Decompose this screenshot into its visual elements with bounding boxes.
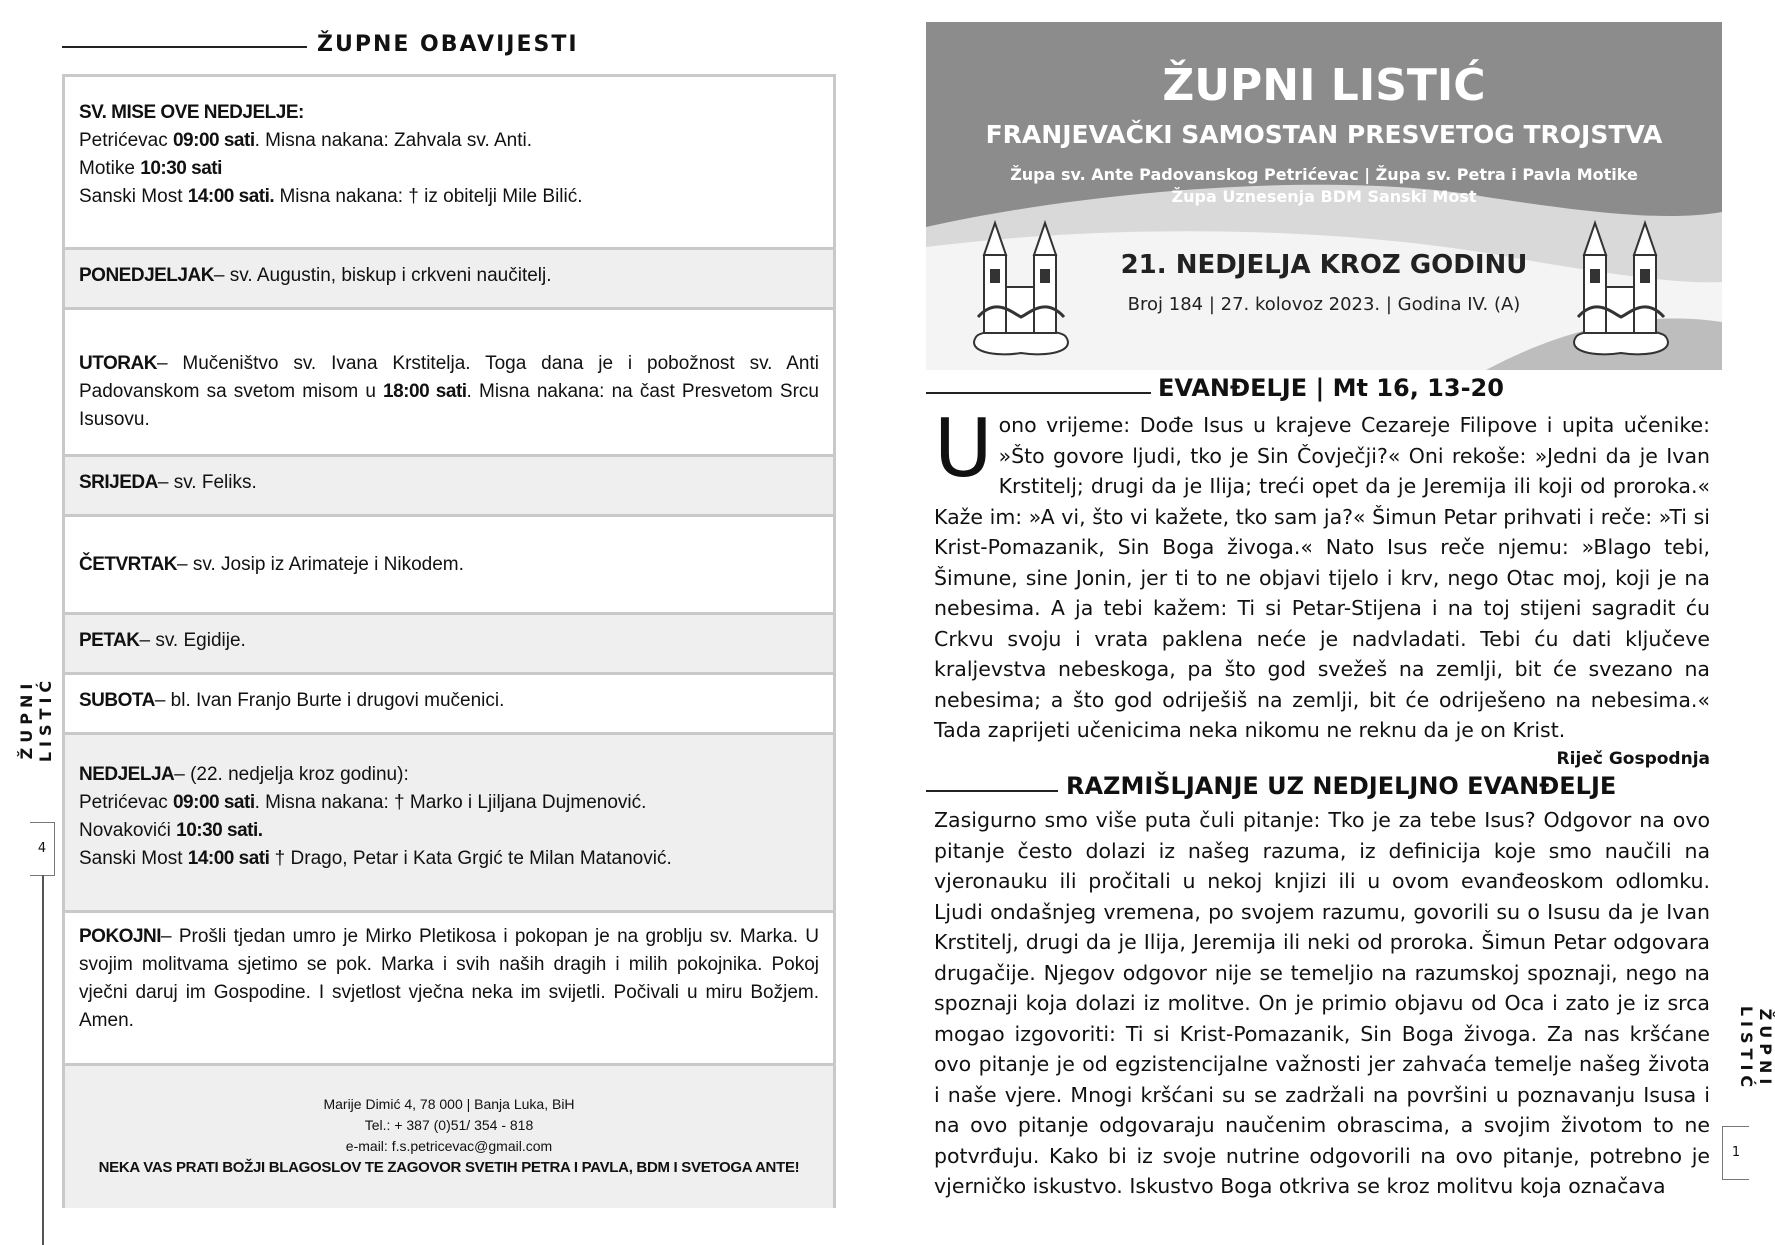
margin-rule	[42, 875, 44, 1245]
sunday-title: 21. NEDJELJA KROZ GODINU	[1120, 250, 1528, 280]
notices-title: ŽUPNE OBAVIJESTI	[317, 32, 579, 57]
email[interactable]: e-mail: f.s.petricevac@gmail.com	[345, 1138, 553, 1154]
sunday-mass-3: Sanski Most 14:00 sati † Drago, Petar i Kata Grgić te Milan Matanović.	[79, 848, 672, 869]
friday-row: PETAK– sv. Egidije.	[65, 612, 833, 672]
masses-title: SV. MISE OVE NEDJELJE:	[79, 102, 304, 123]
deceased-row: POKOJNI– Prošli tjedan umro je Mirko Pletikosa i pokopan je na groblju sv. Marka. U svojim molitvama sjetimo se pok. Marka i svih naših dragih i milih pokojnika. Pokoj vječni daruj im Gospodine. I svjetlost vječna neka im svijetli. Počivali u miru Božjem. Amen.	[65, 910, 833, 1063]
day-label: POKOJNI	[79, 926, 162, 947]
address: Marije Dimić 4, 78 000 | Banja Luka, BiH	[323, 1096, 575, 1112]
sunday-mass-1: Petrićevac 09:00 sati. Misna nakana: † Marko i Ljiljana Dujmenović.	[79, 792, 647, 813]
day-label: NEDJELJA	[79, 764, 175, 785]
page-number: 1	[1722, 1126, 1749, 1180]
contact-footer	[65, 1063, 833, 1208]
mass-line-3: Sanski Most 14:00 sati. Misna nakana: † iz obitelji Mile Bilić.	[79, 186, 583, 207]
gospel-text: Uono vrijeme: Dođe Isus u krajeve Cezareje Filipove i upita učenike: »Što govore ljudi, tko je Sin Čovječji?« Oni rekoše: »Jedni da je Ivan Krstitelj; drugi da je Ilija; treći opet da je Jeremija ili koji od proroka.« Kaže im: »A vi, što vi kažete, tko sam ja?« Šimun Petar prihvati i reče: »Ti si Krist-Pomazanik, Sin Boga živoga.« Nato Isus reče njemu: »Blago tebi, Šimune, sine Jonin, jer ti to ne objavi tijelo i krv, nego Otac moj, koji je na nebesima. A ja tebi kažem: Ti si Petar-Stijena i na toj stijeni sagradit ću Crkvu svoju i vrata paklena neće je nadvladati. Tebi ću dati ključeve kraljevstva nebeskoga, pa što god svežeš na zemlji, bit će svezano na nebesima; a što god odriješiš na zemlji, bit će odriješeno na nebesima.« Tada zaprijeti učenicima neka nikomu ne reknu da je on Krist.	[934, 402, 1710, 742]
bulletin-banner	[926, 22, 1722, 370]
drop-cap: U	[934, 402, 993, 495]
issue-info: Broj 184 | 27. kolovoz 2023. | Godina IV. (A)	[1127, 294, 1521, 315]
day-label: PETAK	[79, 630, 140, 651]
sunday-mass-2: Novakovići 10:30 sati.	[79, 820, 263, 841]
gospel-signature: Riječ Gospodnja	[1556, 749, 1710, 769]
reflection-header	[926, 772, 1726, 806]
masses-section	[65, 99, 833, 249]
notices-header	[62, 28, 842, 68]
thursday-row: ČETVRTAK– sv. Josip iz Arimateje i Nikodem.	[65, 514, 833, 612]
notices-table	[62, 74, 836, 1208]
parishes: Župa sv. Ante Padovanskog Petrićevac | Župa sv. Petra i Pavla Motike Župa Uznesenja BDM Sanski Most	[1010, 165, 1638, 206]
page-number: 4	[30, 822, 55, 876]
gospel-header	[926, 374, 1726, 408]
header-rule	[926, 790, 1058, 792]
mass-line-2: Motike 10:30 sati	[79, 158, 222, 179]
header-rule	[62, 46, 307, 48]
day-label: PONEDJELJAK	[79, 265, 214, 286]
header-rule	[926, 392, 1151, 394]
reflection-text: Zasigurno smo više puta čuli pitanje: Tko je za tebe Isus? Odgovor na ovo pitanje često dolazi iz našeg razuma, iz definicija koje smo naučili na vjeronauku ili pročitali u nekoj knjizi ili u ovom evanđeoskom odlomku. Ljudi ondašnjeg vremena, po svojem razumu, govorili su o Isusu da je Ivan Krstitelj, drugi da je Ilija, Jeremija ili neki od proroka. Šimun Petar odgovara drugačije. Njegov odgovor nije se temeljio na razumskoj spoznaji, nego na spoznaji koja dolazi iz molitve. On je primio objavu od Oca i zato je iz srca mogao izgovoriti: Ti si Krist-Pomazanik, Sin Boga živoga. Za nas kršćane ovo pitanje je od egzistencijalne važnosti jer zahvaća temelje našeg života i naše vjere. Mnogi kršćani su se zadržali na površini u poznavanju Isusa i na ovo pitanje odgovaraju naučenim obrascima, a svojim životom to ne potvrđuju. Kako bi iz svoje nutrine odgovorili na ovo pitanje, potrebno je vjerničko iskustvo. Iskustvo Boga otkriva se kroz molitvu koja označava	[934, 808, 1710, 1198]
reflection-title: RAZMIŠLJANJE UZ NEDJELJNO EVANĐELJE	[1066, 772, 1617, 800]
monday-row: PONEDJELJAK– sv. Augustin, biskup i crkveni naučitelj.	[65, 247, 833, 307]
wednesday-row: SRIJEDA– sv. Feliks.	[65, 454, 833, 514]
saturday-row: SUBOTA– bl. Ivan Franjo Burte i drugovi mučenici.	[65, 672, 833, 732]
monastery-name: FRANJEVAČKI SAMOSTAN PRESVETOG TROJSTVA	[985, 120, 1663, 149]
gospel-title: EVANĐELJE | Mt 16, 13-20	[1158, 374, 1504, 402]
church-emblem-left-icon	[966, 217, 1076, 357]
day-label: UTORAK	[79, 353, 157, 374]
blessing: NEKA VAS PRATI BOŽJI BLAGOSLOV TE ZAGOVOR SVETIH PETRA I PAVLA, BDM I SVETOGA ANTE!	[98, 1159, 800, 1176]
day-label: SRIJEDA	[79, 472, 158, 493]
church-emblem-right-icon	[1566, 217, 1676, 357]
day-label: SUBOTA	[79, 690, 155, 711]
sunday-row: NEDJELJA– (22. nedjelja kroz godinu): Petrićevac 09:00 sati. Misna nakana: † Marko i Ljiljana Dujmenović. Novakovići 10:30 sati. Sanski Most 14:00 sati † Drago, Petar i Kata Grgić te Milan Matanović.	[65, 732, 833, 910]
bulletin-title: ŽUPNI LISTIĆ	[1162, 60, 1486, 111]
tuesday-row: UTORAK– Mučeništvo sv. Ivana Krstitelja. Toga dana je i pobožnost sv. Anti Padovanskom sa svetom misom u 18:00 sati. Misna nakana: na čast Presvetom Srcu Isusovu.	[65, 307, 833, 454]
side-title: ŽUPNI LISTIĆ	[17, 675, 55, 763]
day-label: ČETVRTAK	[79, 554, 178, 575]
phone: Tel.: + 387 (0)51/ 354 - 818	[364, 1117, 534, 1133]
mass-line-1: Petrićevac 09:00 sati. Misna nakana: Zahvala sv. Anti.	[79, 130, 533, 151]
side-title: ŽUPNI LISTIĆ	[1737, 1005, 1775, 1093]
